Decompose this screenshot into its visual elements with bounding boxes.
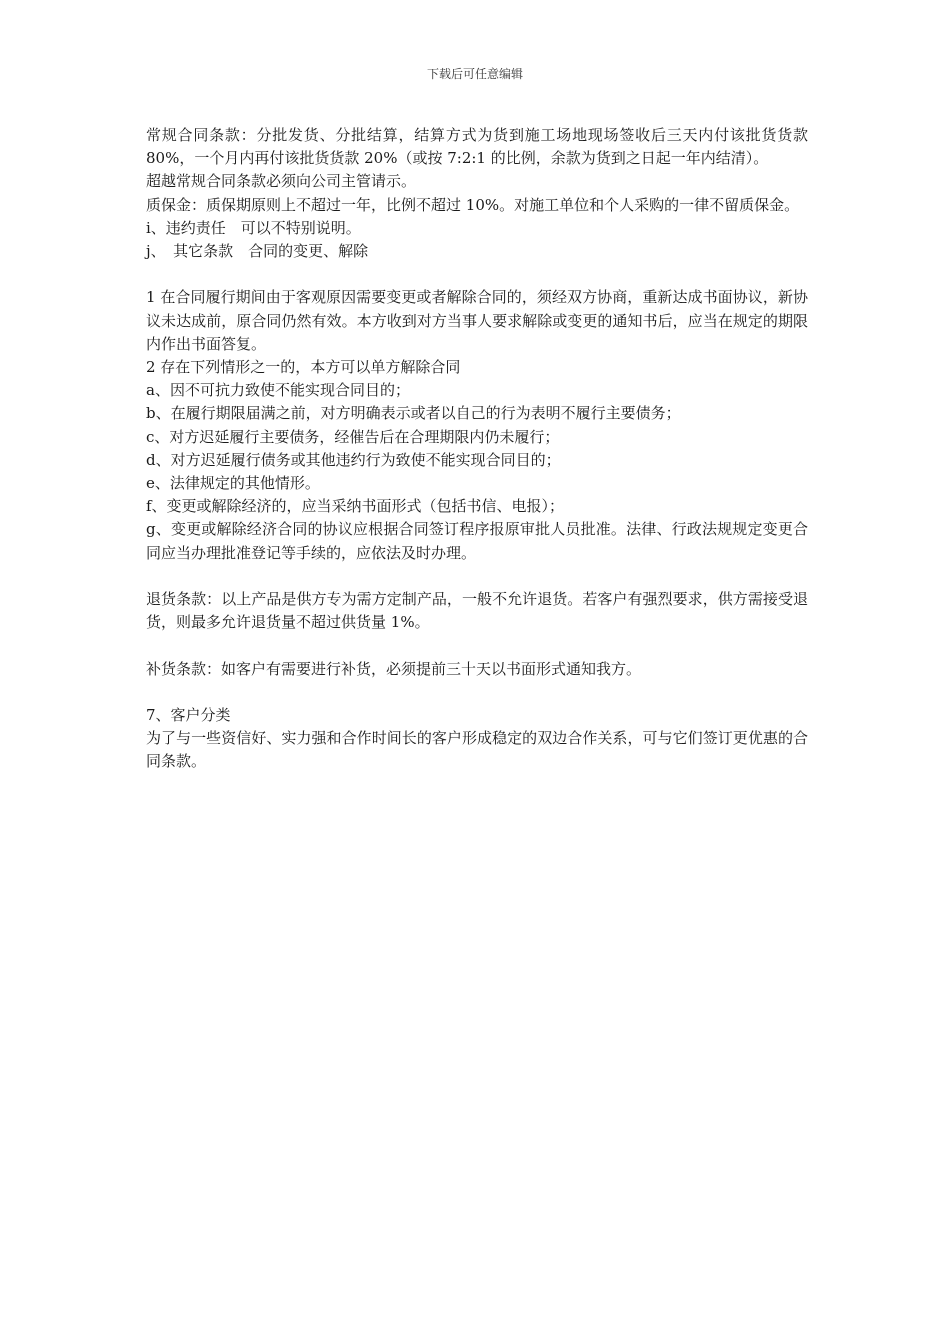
paragraph-unilateral-termination: 2 存在下列情形之一的，本方可以单方解除合同 — [146, 358, 461, 377]
paragraph-other-terms: j、 其它条款 合同的变更、解除 — [146, 242, 369, 261]
blank-line — [146, 681, 808, 704]
paragraph-payment-terms: 常规合同条款：分批发货、分批结算，结算方式为货到施工场地现场签收后三天内付该批货货款 80%，一个月内再付该批货货款 20%（或按 7:2:1 的比例，余款为货到之日起一年内结清）。 — [146, 126, 808, 168]
list-item-f: f、变更或解除经济的，应当采纳书面形式（包括书信、电报）； — [146, 497, 565, 516]
page-header: 下载后可任意编辑 — [426, 67, 523, 81]
blank-line — [146, 263, 808, 286]
list-item-a: a、因不可抗力致使不能实现合同目的； — [146, 381, 410, 400]
paragraph-return-terms: 退货条款：以上产品是供方专为需方定制产品，一般不允许退货。若客户有强烈要求，供方需接受退货，则最多允许退货量不超过供货量 1%。 — [146, 590, 808, 632]
paragraph-exceed-terms: 超越常规合同条款必须向公司主管请示。 — [146, 172, 417, 191]
paragraph-contract-change: 1 在合同履行期间由于客观原因需要变更或者解除合同的，须经双方协商，重新达成书面协议，新协议未达成前，原合同仍然有效。本方收到对方当事人要求解除或变更的通知书后，应当在规定的期限内作出书面答复。 — [146, 288, 808, 353]
list-item-g: g、变更或解除经济合同的协议应根据合同签订程序报原审批人员批准。法律、行政法规规定变更合同应当办理批准登记等手续的，应依法及时办理。 — [146, 520, 808, 562]
list-item-c: c、对方迟延履行主要债务，经催告后在合理期限内仍未履行； — [146, 427, 560, 446]
paragraph-replenish-terms: 补货条款：如客户有需要进行补货，必须提前三十天以书面形式通知我方。 — [146, 659, 642, 678]
paragraph-breach-liability: i、违约责任 可以不特别说明。 — [146, 218, 361, 237]
section-heading-customer-classification: 7、客户分类 — [146, 706, 231, 725]
list-item-b: b、在履行期限届满之前，对方明确表示或者以自己的行为表明不履行主要债务； — [146, 404, 681, 423]
list-item-e: e、法律规定的其他情形。 — [146, 474, 320, 493]
paragraph-warranty-deposit: 质保金：质保期原则上不超过一年，比例不超过 10%。对施工单位和个人采购的一律不留质保金。 — [146, 195, 800, 214]
blank-line — [146, 634, 808, 657]
blank-line — [146, 565, 808, 588]
list-item-d: d、对方迟延履行债务或其他违约行为致使不能实现合同目的； — [146, 450, 561, 469]
paragraph-customer-classification: 为了与一些资信好、实力强和合作时间长的客户形成稳定的双边合作关系，可与它们签订更优惠的合同条款。 — [146, 729, 808, 771]
document-body — [146, 124, 808, 774]
